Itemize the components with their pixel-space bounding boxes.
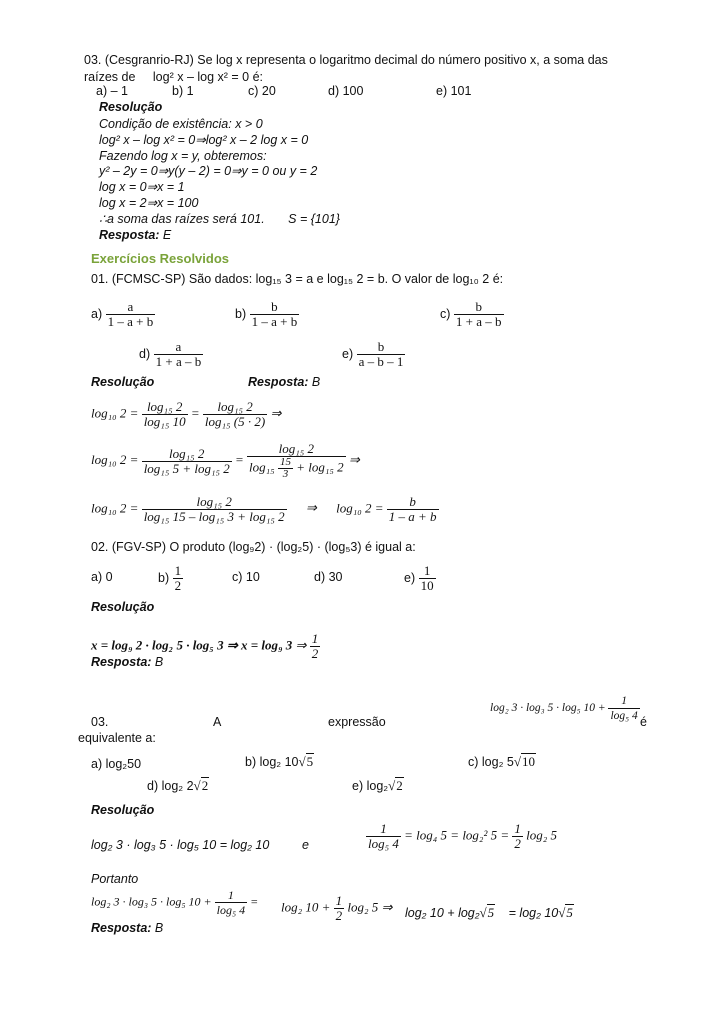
r01-option-d: d) $\frac{a}{1 + a - b}$ <box>139 339 202 369</box>
r03-option-a: a) log₂50 <box>91 757 142 771</box>
r01-option-a: a) $\frac{a}{1 - a + b}$ <box>91 299 154 329</box>
r01-equation-3: log₁₀ 2 = $\frac{\text{log₁₅ 2}}{\text{log₁₅ 15 – log₁₅ 3 + log₁₅ 2}}$ ⇒ log₁₀ 2 = $\frac{b}{1 - a + b}$ <box>91 494 437 524</box>
r01-option-b: b) $\frac{b}{1 - a + b}$ <box>235 299 298 329</box>
q03-step-1: Condição de existência: x > 0 <box>99 117 263 131</box>
r03-final-3: log₂ 10 + log₂√5 = log₂ 10√5 <box>405 905 573 920</box>
q03-statement-line2: raízes de log² x – log x² = 0 é: <box>84 70 264 84</box>
r03-resposta: Resposta: B <box>91 921 164 935</box>
r01-equation-2: log₁₀ 2 = $\frac{\text{log₁₅ 2}}{\text{log₁₅ 5 + log₁₅ 2}}$ = log₁₅ 2 log₁₅ $\frac{15}{3}$ + log₁₅ 2 ⇒ <box>91 441 360 480</box>
r01-option-c: c) $\frac{b}{1 + a - b}$ <box>440 299 502 329</box>
r03-step1: log₂ 3 · log₃ 5 · log₅ 10 = log₂ 10 <box>91 838 270 852</box>
q03-step-3: Fazendo log x = y, obteremos: <box>99 149 267 163</box>
q03-step-4: y² – 2y = 0⇒y(y – 2) = 0⇒y = 0 ou y = 2 <box>99 164 318 178</box>
q03-statement-line1: 03. (Cesgranrio-RJ) Se log x representa o logaritmo decimal do número positivo x, a soma das <box>84 53 608 67</box>
q03-step-2: log² x – log x² = 0⇒log² x – 2 log x = 0 <box>99 133 309 147</box>
r01-option-e: e) $\frac{b}{a - b - 1}$ <box>342 339 404 369</box>
r03-final-1: log₂ 3 · log₃ 5 · log₅ 10 + $\frac{1}{\text{log₅ 4}}$ = <box>91 888 259 917</box>
section-title: Exercícios Resolvidos <box>91 251 230 266</box>
r03-line2: equivalente a: <box>78 731 156 745</box>
r02-resposta: Resposta: B <box>91 655 164 669</box>
r03-option-c: c) log₂ 5√10 <box>468 754 535 769</box>
r03-expressao: expressão <box>328 715 386 729</box>
r03-expression: log₂ 3 · log₃ 5 · log₅ 10 + $\frac{1}{\text{log₅ 4}}$ <box>490 695 638 722</box>
r03-option-b: b) log₂ 10√5 <box>245 754 314 769</box>
r01-equation-1: log₁₀ 2 = $\frac{\text{log₁₅ 2}}{\text{log₁₅ 10}}$ = $\frac{\text{log₁₅ 2}}{\text{log₁₅ (5 · 2)}}$ ⇒ <box>91 399 282 429</box>
r02-equation: x = log₉ 2 · log₂ 5 · log₅ 3 ⇒ x = log₉ 3 ⇒ $\frac{1}{2}$ <box>91 631 319 661</box>
q03-resposta: Resposta: E <box>99 228 172 242</box>
r03-resolucao-heading: Resolução <box>91 803 155 817</box>
r02-resolucao-heading: Resolução <box>91 600 155 614</box>
r01-resolucao-heading: Resolução <box>91 375 155 389</box>
q03-step-6: log x = 2⇒x = 100 <box>99 196 199 210</box>
r02-options: a) 0 b) $\frac{1}{2}$ c) 10 d) 30 e) $\frac{1}{10}$ <box>91 563 434 593</box>
r03-option-e: e) log₂√2 <box>352 778 403 793</box>
q03-step-5: log x = 0⇒x = 1 <box>99 180 185 194</box>
q03-resolucao-heading: Resolução <box>99 100 163 114</box>
r03-a: A <box>213 715 222 729</box>
r02-statement: 02. (FGV-SP) O produto (log₉2) · (log₂5) · (log₅3) é igual a: <box>91 540 416 554</box>
r03-number: 03. <box>91 715 109 729</box>
r03-final-2: log₂ 10 + $\frac{1}{2}$ log₂ 5 ⇒ <box>281 893 393 923</box>
r03-step2: $\frac{1}{\text{log₅ 4}}$ = log₄ 5 = log₂² 5 = $\frac{1}{2}$ log₂ 5 <box>368 821 558 851</box>
r01-statement: 01. (FCMSC-SP) São dados: log₁₅ 3 = a e log₁₅ 2 = b. O valor de log₁₀ 2 é: <box>91 272 504 286</box>
r03-option-d: d) log₂ 2√2 <box>147 778 209 793</box>
q03-step-7: ∴a soma das raízes será 101. S = {101} <box>99 212 340 226</box>
r01-resposta: Resposta: B <box>248 375 321 389</box>
r03-step1-e: e <box>302 838 309 852</box>
q03-options: a) – 1 b) 1 c) 20 d) 100 e) 101 <box>96 84 472 98</box>
r03-portanto: Portanto <box>91 872 139 886</box>
r03-e: é <box>640 715 647 729</box>
